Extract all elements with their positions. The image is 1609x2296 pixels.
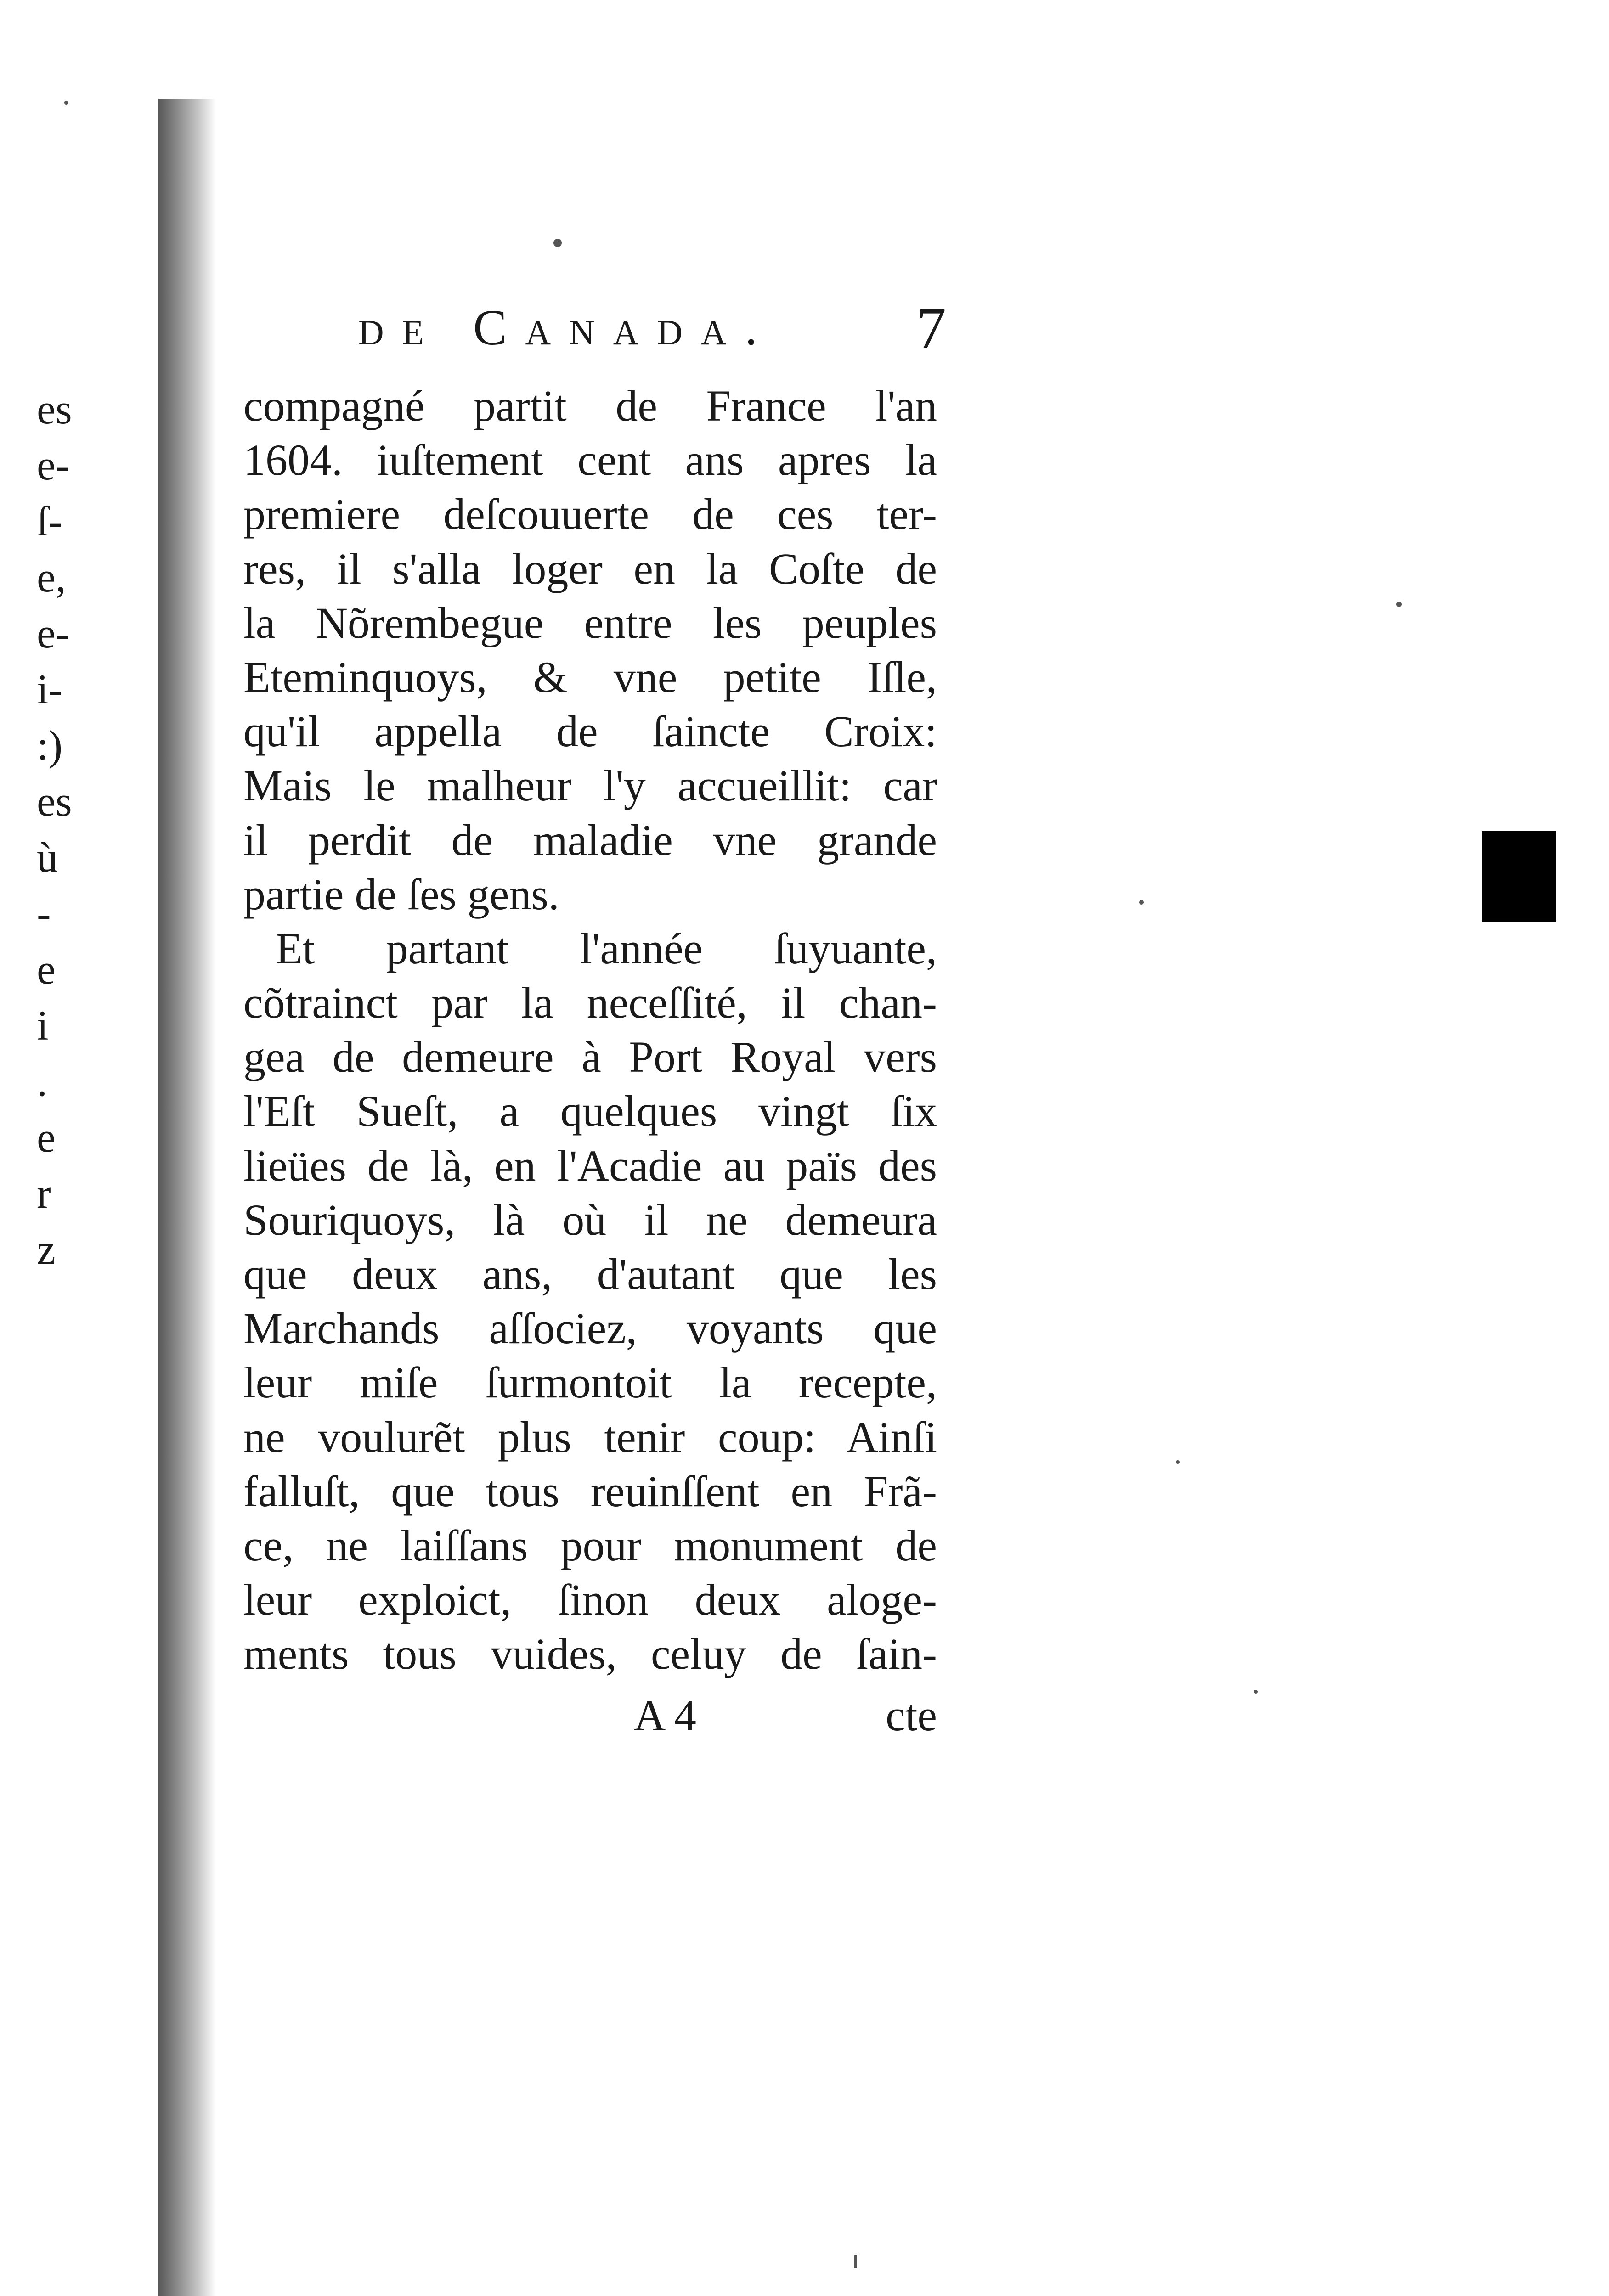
bleed-fragment: z [37, 1226, 56, 1273]
text-line: compagné partit de France l'an [243, 381, 937, 430]
text-line: ce, ne laiſſans pour monument de [243, 1520, 937, 1570]
text-line: Mais le malheur l'y accueillit: car [243, 761, 937, 810]
text-line: ments tous vuides, celuy de ſain- [243, 1629, 937, 1679]
bleed-fragment: i [37, 1002, 49, 1049]
text-line: partie de ſes gens. [243, 869, 559, 919]
running-header [358, 294, 946, 363]
text-line: l'Eſt Sueſt, a quelques vingt ſix [243, 1086, 937, 1136]
text-line: il perdit de maladie vne grande [243, 815, 937, 865]
text-line: res, il s'alla loger en la Coſte de [243, 544, 937, 593]
text-line: la Nõrembegue entre les peuples [243, 598, 937, 647]
binding-gutter-shadow [158, 99, 216, 2296]
body-text [243, 379, 937, 1682]
bleed-fragment: . [37, 1058, 47, 1105]
signature-mark: A 4 [634, 1691, 697, 1740]
print-speck [1139, 900, 1144, 905]
text-line: lieües de là, en l'Acadie au païs des [243, 1141, 937, 1190]
page-number: 7 [916, 295, 946, 361]
facing-page-bleed [37, 381, 92, 1277]
bleed-fragment: :) [37, 722, 63, 769]
bleed-fragment: e- [37, 610, 70, 657]
bleed-fragment: i- [37, 666, 63, 713]
bleed-fragment: e [37, 1114, 56, 1161]
text-line: 1604. iuſtement cent ans apres la [243, 435, 937, 485]
bleed-fragment: e, [37, 554, 66, 601]
bleed-fragment: ù [37, 834, 58, 881]
text-line-paragraph-start: Et partant l'année ſuyuante, [276, 923, 937, 973]
text-line: Marchands aſſociez, voyants que [243, 1304, 937, 1353]
bleed-fragment: e [37, 946, 56, 993]
bleed-fragment: ſ- [37, 498, 63, 545]
text-line: ne voulurẽt plus tenir coup: Ainſi [243, 1412, 937, 1462]
text-line: cõtrainct par la neceſſité, il chan- [243, 978, 937, 1028]
text-line: leur miſe ſurmontoit la recepte, [243, 1358, 937, 1407]
catchword: cte [886, 1691, 937, 1740]
text-line: qu'il appella de ſaincte Croix: [243, 707, 937, 756]
print-speck [1254, 1690, 1258, 1694]
running-title: de Canada. [358, 299, 776, 355]
print-speck [1176, 1460, 1180, 1464]
bleed-fragment: es [37, 778, 72, 825]
text-line: gea de demeure à Port Royal vers [243, 1032, 937, 1082]
text-line: falluſt, que tous reuinſſent en Frã- [243, 1466, 937, 1516]
thumb-index-tab [1482, 831, 1556, 922]
bleed-fragment: e- [37, 442, 70, 489]
text-line: leur exploict, ſinon deux aloge- [243, 1575, 937, 1625]
text-line: que deux ans, d'autant que les [243, 1249, 937, 1299]
print-speck [1396, 602, 1402, 607]
bleed-fragment: - [37, 890, 51, 937]
print-speck [553, 239, 562, 247]
text-line: premiere deſcouuerte de ces ter- [243, 490, 937, 539]
page-footer [634, 1690, 937, 1750]
print-speck [854, 2255, 857, 2268]
print-speck [64, 101, 68, 105]
bleed-fragment: r [37, 1170, 51, 1217]
bleed-fragment: es [37, 386, 72, 433]
text-line: Eteminquoys, & vne petite Iſle, [243, 652, 937, 702]
text-line: Souriquoys, là où il ne demeura [243, 1195, 937, 1244]
